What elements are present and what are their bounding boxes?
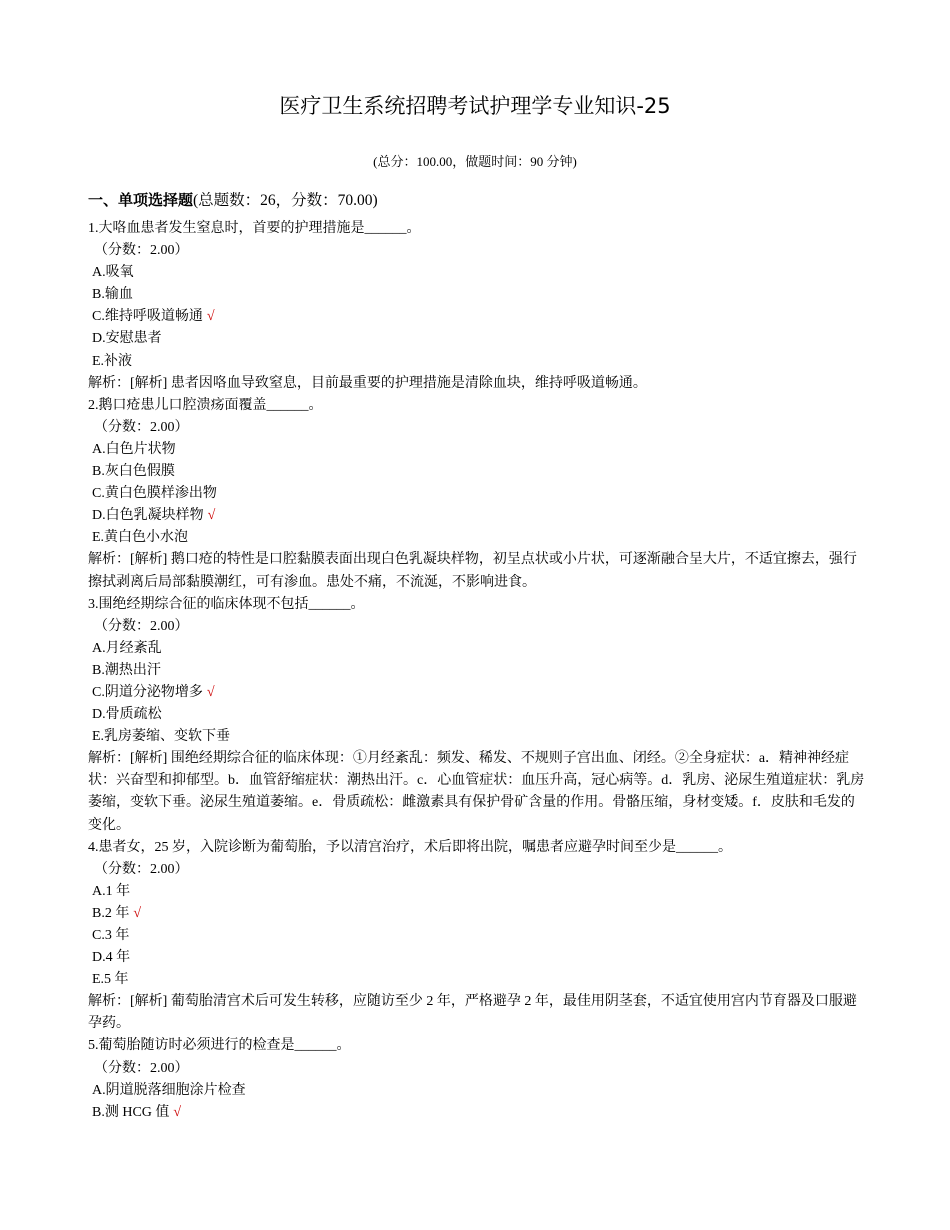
answer-option [88, 903, 868, 925]
question-score: （分数：2.00） [94, 419, 189, 435]
option-text: B.潮热出汗 [92, 662, 161, 678]
question-analysis: 解析：[解析] 葡萄胎清宫术后可发生转移，应随访至少 2 年，严格避孕 2 年，最佳用阴茎套，不适宜使用宫内节育器及口服避孕药。 [88, 994, 857, 1032]
answer-option [88, 351, 868, 373]
option-text: D.骨质疏松 [92, 707, 162, 723]
question-score: （分数：2.00） [94, 1060, 189, 1076]
option-text: A.1 年 [92, 883, 131, 899]
option-text: A.阴道脱落细胞涂片检查 [92, 1082, 246, 1098]
correct-check-icon: √ [206, 684, 215, 700]
option-text: E.黄白色小水泡 [92, 530, 189, 546]
correct-check-icon: √ [173, 1104, 182, 1120]
question-item [88, 395, 868, 594]
question-stem: 5.葡萄胎随访时必须进行的检查是______。 [88, 1038, 351, 1054]
question-item [88, 1035, 868, 1123]
answer-option [88, 704, 868, 726]
option-text: A.月经紊乱 [92, 640, 162, 656]
question-item [88, 594, 868, 837]
answer-option [88, 1102, 868, 1124]
section-heading [88, 188, 378, 210]
option-text: D.安慰患者 [92, 331, 162, 347]
answer-option [88, 947, 868, 969]
option-text: A.吸氧 [92, 265, 134, 281]
option-text: E.5 年 [92, 972, 129, 988]
question-item [88, 837, 868, 1036]
question-score: （分数：2.00） [94, 618, 189, 634]
answer-option [88, 262, 868, 284]
answer-option [88, 284, 868, 306]
answer-option [88, 925, 868, 947]
question-analysis: 解析：[解析] 围绝经期综合征的临床体现：①月经紊乱：频发、稀发、不规则子宫出血、闭经。②全身症状：a．精神神经症状：兴奋型和抑郁型。b．血管舒缩症状：潮热出汗。c．心血管症状：血压升高，冠心病等。d．乳房、泌尿生殖道症状：乳房萎缩，变软下垂。泌尿生殖道萎缩。e．骨质疏松：雌激素具有保护骨矿含量的作用。骨骼压缩，身材变矮。f．皮肤和毛发的变化。 [88, 751, 865, 833]
option-text: C.3 年 [92, 928, 130, 943]
question-analysis: 解析：[解析] 鹅口疮的特性是口腔黏膜表面出现白色乳凝块样物，初呈点状或小片状，可逐渐融合呈大片，不适宜擦去，强行擦拭剥离后局部黏膜潮红，可有渗血。患处不痛，不流涎，不影响进食。 [88, 552, 857, 590]
option-text: C.黄白色膜样渗出物 [92, 486, 217, 502]
option-text: E.乳房萎缩、变软下垂 [92, 729, 231, 745]
correct-check-icon: √ [133, 905, 142, 921]
option-text: B.测 HCG 值 [92, 1104, 170, 1120]
answer-option [88, 483, 868, 505]
page-title: 医疗卫生系统招聘考试护理学专业知识-25 [279, 94, 671, 118]
exam-info: (总分：100.00，做题时间：90 分钟) [373, 154, 577, 169]
answer-option [88, 969, 868, 991]
answer-option [88, 1080, 868, 1102]
question-score: （分数：2.00） [94, 243, 189, 259]
section-heading-info: (总题数：26，分数：70.00) [193, 192, 378, 209]
question-stem: 1.大咯血患者发生窒息时，首要的护理措施是______。 [88, 221, 421, 236]
correct-check-icon: √ [206, 309, 215, 325]
question-score: （分数：2.00） [94, 861, 189, 877]
answer-option [88, 638, 868, 660]
question-item [88, 218, 868, 395]
answer-option [88, 660, 868, 682]
question-stem: 3.围绝经期综合征的临床体现不包括______。 [88, 596, 365, 612]
answer-option [88, 306, 868, 328]
option-text: A.白色片状物 [92, 441, 176, 457]
option-text: E.补液 [92, 353, 133, 369]
answer-option [88, 881, 868, 903]
answer-option [88, 439, 868, 461]
answer-option [88, 461, 868, 483]
answer-option [88, 682, 868, 704]
option-text: C.阴道分泌物增多 [92, 684, 203, 700]
option-text: B.2 年 [92, 905, 130, 921]
answer-option [88, 726, 868, 748]
correct-check-icon: √ [207, 508, 216, 524]
answer-option [88, 505, 868, 527]
option-text: B.灰白色假膜 [92, 464, 175, 480]
question-stem: 2.鹅口疮患儿口腔溃疡面覆盖______。 [88, 397, 323, 413]
section-heading-title: 一、单项选择题 [88, 191, 194, 209]
question-stem: 4.患者女，25 岁，入院诊断为葡萄胎，予以清宫治疗，术后即将出院，嘱患者应避孕时间至少是______。 [88, 839, 732, 855]
answer-option [88, 527, 868, 549]
question-analysis: 解析：[解析] 患者因咯血导致窒息，目前最重要的护理措施是清除血块，维持呼吸道畅通。 [88, 375, 647, 391]
answer-option [88, 328, 868, 350]
option-text: C.维持呼吸道畅通 [92, 309, 203, 325]
question-list [88, 218, 868, 1124]
option-text: B.输血 [92, 287, 133, 303]
option-text: D.4 年 [92, 950, 131, 966]
option-text: D.白色乳凝块样物 [92, 508, 204, 524]
